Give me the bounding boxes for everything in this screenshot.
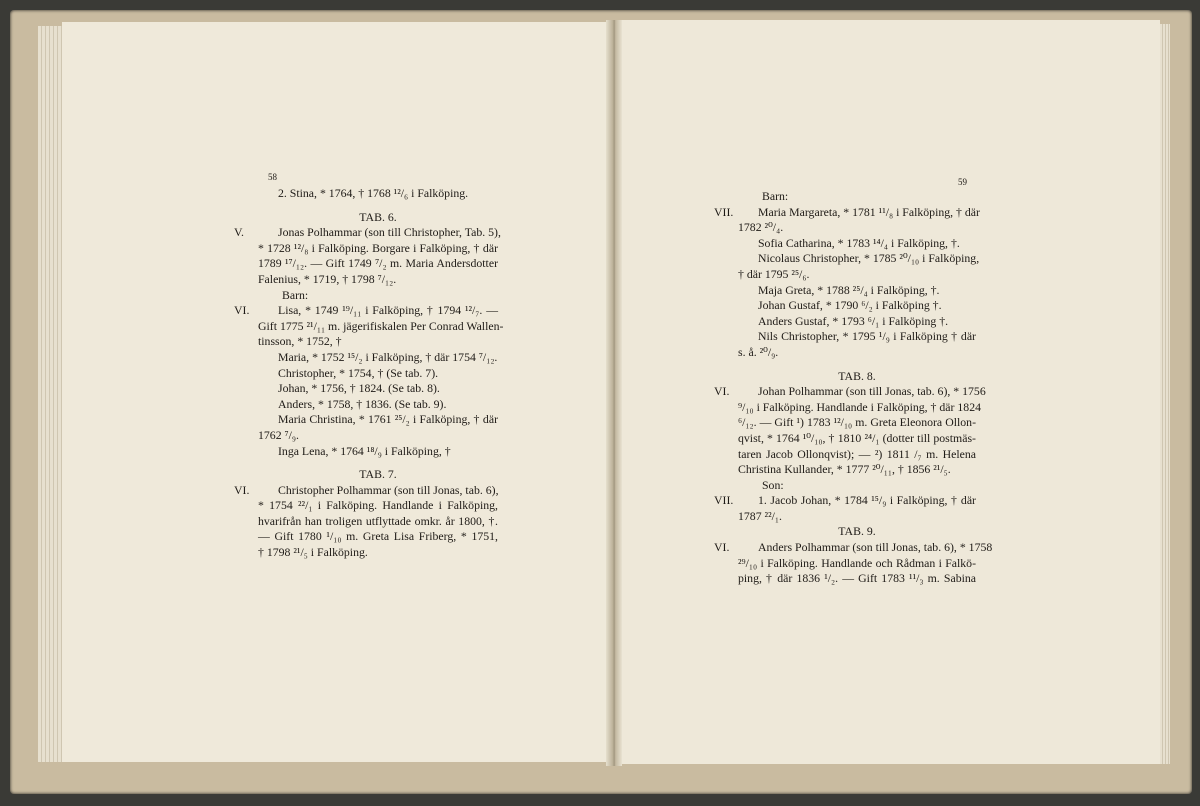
line-text: Anders Gustaf, * 1793 ⁶/₁ i Falköping †.	[758, 313, 949, 328]
generation-numeral: VII.	[714, 204, 734, 219]
line-text: ⁹/₁₀ i Falköping. Handlande i Falköping, † där 1824	[738, 399, 982, 414]
line-text: qvist, * 1764 ¹⁰/₁₀, † 1810 ²⁴/₁ (dotter till postmäs-	[738, 430, 976, 445]
text-line	[258, 186, 498, 202]
text-line	[714, 540, 993, 556]
line-text: Barn:	[282, 287, 309, 302]
line-text: 1787 ²²/₁.	[738, 508, 782, 523]
line-text: Christopher Polhammar (son till Jonas, tab. 6),	[278, 482, 499, 497]
text-line	[258, 545, 498, 561]
line-text: TAB. 9.	[838, 524, 876, 539]
page-number-left: 58	[268, 172, 277, 182]
text-line	[258, 288, 498, 304]
text-line	[738, 509, 976, 525]
line-text: Maja Greta, * 1788 ²⁵/₄ i Falköping, †.	[758, 282, 940, 297]
line-text: hvarifrån han troligen utflyttade omkr. år 1800, †.	[258, 513, 498, 528]
line-text: † där 1795 ²⁵/₆.	[738, 266, 810, 281]
text-line	[738, 329, 976, 345]
line-text: * 1728 ¹²/₈ i Falköping. Borgare i Falköping, † där	[258, 240, 498, 255]
line-text: taren Jacob Ollonqvist); — ²) 1811 /₇ m. Helena	[738, 446, 976, 461]
paragraph-gap	[738, 361, 976, 369]
line-text: Lisa, * 1749 ¹⁹/₁₁ i Falköping, † 1794 ¹²/₇. —	[278, 303, 498, 318]
line-text: 1782 ²⁰/₄.	[738, 220, 784, 235]
line-text: Sofia Catharina, * 1783 ¹⁴/₄ i Falköping, †.	[758, 235, 960, 250]
text-line	[738, 478, 976, 494]
text-line	[714, 384, 986, 400]
line-text: ping, † där 1836 ¹/₂. — Gift 1783 ¹¹/₃ m. Sabina	[738, 571, 976, 586]
text-line	[738, 298, 976, 314]
line-text: Johan, * 1756, † 1824. (Se tab. 8).	[278, 381, 440, 396]
left-text-column	[234, 186, 504, 561]
text-line	[738, 345, 976, 361]
text-line	[738, 236, 976, 252]
line-text: Christopher, * 1754, † (Se tab. 7).	[278, 365, 439, 380]
text-line	[738, 220, 976, 236]
line-text: TAB. 8.	[838, 368, 876, 383]
text-line	[258, 397, 498, 413]
line-text: † 1798 ²¹/₅ i Falköping.	[258, 545, 368, 560]
text-line	[738, 415, 976, 431]
line-text: 1. Jacob Johan, * 1784 ¹⁵/₉ i Falköping, † där	[758, 493, 976, 508]
line-text: Maria Christina, * 1761 ²⁵/₂ i Falköping, † där	[278, 412, 498, 427]
text-line	[738, 283, 976, 299]
line-text: tinsson, * 1752, †	[258, 334, 342, 349]
right-text-column	[714, 189, 993, 587]
line-text: Gift 1775 ²¹/₁₁ m. jägerifiskalen Per Conrad Wallen-	[258, 318, 504, 333]
text-line	[738, 251, 980, 267]
line-text: Inga Lena, * 1764 ¹⁸/₉ i Falköping, †	[278, 443, 451, 458]
paragraph-gap	[258, 459, 498, 467]
line-text: ²⁹/₁₀ i Falköping. Handlande och Rådman i Falkö-	[738, 555, 976, 570]
text-line	[258, 467, 498, 483]
text-line	[738, 189, 976, 205]
line-text: * 1754 ²²/₁ i Falköping. Handlande i Falköping,	[258, 498, 498, 513]
text-line	[258, 514, 498, 530]
left-page-edges	[38, 26, 64, 762]
line-text: Johan Polhammar (son till Jonas, tab. 6), * 1756	[758, 384, 986, 399]
text-line	[258, 498, 498, 514]
line-text: Nicolaus Christopher, * 1785 ²⁰/₁₀ i Falköping,	[758, 251, 980, 266]
text-line	[714, 204, 980, 221]
line-text: ⁶/₁₂. — Gift ¹) 1783 ¹²/₁₀ m. Greta Eleonora Ollon-	[738, 415, 976, 430]
text-line	[258, 381, 498, 397]
book-gutter	[606, 20, 622, 766]
right-page-edges	[1160, 24, 1170, 764]
line-text: Christina Kullander, * 1777 ²⁰/₁₁, † 1856 ²¹/₅.	[738, 462, 951, 477]
text-line	[258, 272, 498, 288]
line-text: s. å. ²⁰/₉.	[738, 344, 779, 359]
line-text: 1762 ⁷/₉.	[258, 427, 299, 442]
text-line	[258, 412, 498, 428]
text-line	[714, 493, 976, 509]
generation-numeral: VI.	[234, 303, 250, 318]
text-line	[738, 314, 976, 330]
line-text: Anders Polhammar (son till Jonas, tab. 6), * 1758	[758, 540, 993, 555]
line-text: 1789 ¹⁷/₁₂. — Gift 1749 ⁷/₂ m. Maria Andersdotter	[258, 256, 498, 271]
line-text: Maria, * 1752 ¹⁵/₂ i Falköping, † där 1754 ⁷/₁₂.	[278, 349, 498, 364]
text-line	[738, 447, 976, 463]
text-line	[738, 571, 976, 587]
text-line	[738, 267, 976, 283]
line-text: Maria Margareta, * 1781 ¹¹/₈ i Falköping, † där	[758, 204, 980, 219]
line-text: TAB. 7.	[359, 467, 397, 482]
generation-numeral: VI.	[714, 540, 730, 555]
text-line	[258, 241, 498, 257]
line-text: 2. Stina, * 1764, † 1768 ¹²/₆ i Falköping.	[278, 186, 469, 200]
text-line	[738, 369, 976, 385]
text-line	[258, 444, 498, 460]
text-line	[738, 431, 976, 447]
text-line	[234, 225, 501, 241]
text-line	[258, 318, 504, 335]
line-text: Falenius, * 1719, † 1798 ⁷/₁₂.	[258, 271, 397, 286]
line-text: Son:	[762, 477, 784, 492]
text-line	[258, 334, 498, 350]
text-line	[258, 428, 498, 444]
text-line	[258, 529, 498, 545]
text-line	[234, 482, 499, 499]
line-text: TAB. 6.	[359, 209, 397, 224]
text-line	[738, 399, 982, 416]
text-line	[258, 350, 498, 366]
text-line	[738, 524, 976, 540]
paragraph-gap	[258, 202, 498, 210]
line-text: Johan Gustaf, * 1790 ⁶/₂ i Falköping †.	[758, 298, 942, 313]
line-text: — Gift 1780 ¹/₁₀ m. Greta Lisa Friberg, * 1751,	[258, 529, 498, 544]
text-line	[258, 210, 498, 226]
line-text: Barn:	[762, 189, 789, 203]
text-line	[258, 256, 498, 272]
text-line	[738, 462, 976, 478]
line-text: Nils Christopher, * 1795 ¹/₉ i Falköping † där	[758, 329, 976, 344]
line-text: Anders, * 1758, † 1836. (Se tab. 9).	[278, 396, 447, 411]
text-line	[234, 303, 498, 319]
text-line	[258, 366, 498, 382]
generation-numeral: VI.	[714, 384, 730, 399]
generation-numeral: VI.	[234, 482, 250, 497]
generation-numeral: V.	[234, 225, 244, 240]
generation-numeral: VII.	[714, 493, 734, 508]
text-line	[738, 556, 976, 572]
line-text: Jonas Polhammar (son till Christopher, Tab. 5),	[278, 225, 501, 240]
page-number-right: 59	[958, 177, 967, 187]
